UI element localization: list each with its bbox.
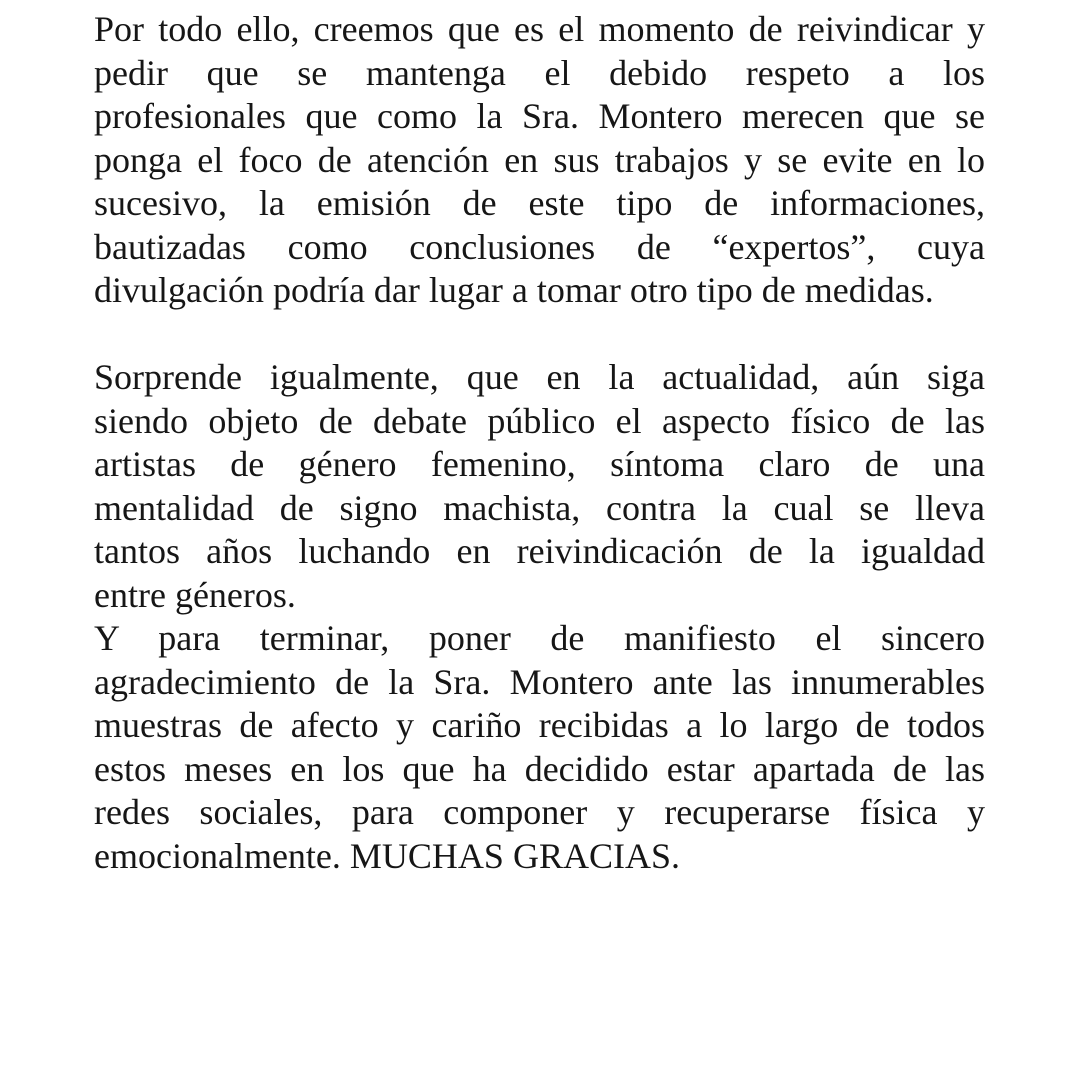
paragraph <box>94 8 985 313</box>
text-line: divulgación podría dar lugar a tomar otro tipo de medidas. <box>94 270 934 310</box>
text-line: siendo objeto de debate público el aspecto físico de las <box>94 400 985 441</box>
paragraph <box>94 356 985 617</box>
text-line: estos meses en los que ha decidido estar apartada de las <box>94 748 985 789</box>
text-line: artistas de género femenino, síntoma claro de una <box>94 444 985 484</box>
text-line: tantos años luchando en reivindicación de la igualdad <box>94 531 985 571</box>
text-line: emocionalmente. MUCHAS GRACIAS. <box>94 835 680 876</box>
document-text <box>94 8 985 878</box>
text-line: bautizadas como conclusiones de “expertos”, cuya <box>94 226 985 267</box>
text-line: Sorprende igualmente, que en la actualidad, aún siga <box>94 357 985 397</box>
text-line: Por todo ello, creemos que es el momento de reivindicar y <box>94 9 985 49</box>
text-line: ponga el foco de atención en sus trabajos y se evite en lo <box>94 139 985 180</box>
text-line: muestras de afecto y cariño recibidas a lo largo de todos <box>94 705 985 745</box>
text-line: mentalidad de signo machista, contra la cual se lleva <box>94 487 985 528</box>
text-line: pedir que se mantenga el debido respeto a los <box>94 52 985 93</box>
paragraph <box>94 617 985 878</box>
text-line: redes sociales, para componer y recuperarse física y <box>94 792 985 832</box>
text-line: agradecimiento de la Sra. Montero ante las innumerables <box>94 661 985 702</box>
text-line: sucesivo, la emisión de este tipo de informaciones, <box>94 183 985 223</box>
text-line: profesionales que como la Sra. Montero merecen que se <box>94 96 985 136</box>
text-line: entre géneros. <box>94 574 296 615</box>
text-line: Y para terminar, poner de manifiesto el sincero <box>94 618 985 658</box>
